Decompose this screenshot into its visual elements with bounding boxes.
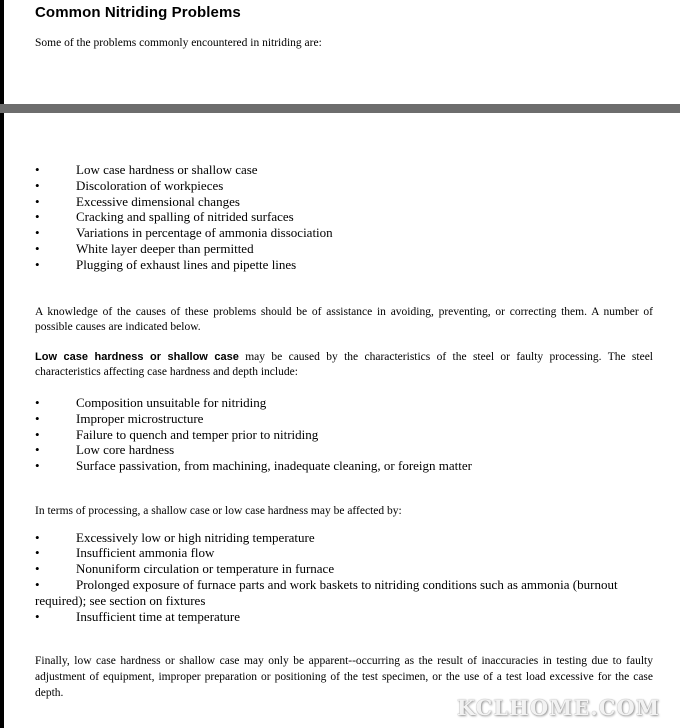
list-item: • Prolonged exposure of furnace parts and work baskets to nitriding conditions such as ammonia (burnout required); see section on fixtures	[35, 577, 653, 609]
intro-text: Some of the problems commonly encountered in nitriding are:	[35, 37, 322, 49]
watermark-text: KCLHOME.COM	[456, 695, 660, 720]
page-title: Common Nitriding Problems	[35, 4, 241, 21]
list-item: • Insufficient time at temperature	[35, 609, 653, 625]
list-item: • Low core hardness	[35, 442, 653, 458]
knowledge-paragraph: A knowledge of the causes of these problems should be of assistance in avoiding, preventing, or correcting them. A number of possible causes are indicated below.	[35, 305, 653, 334]
list-item: • Nonuniform circulation or temperature in furnace	[35, 561, 653, 577]
list-item: • Cracking and spalling of nitrided surfaces	[35, 209, 653, 225]
processing-intro: In terms of processing, a shallow case or low case hardness may be affected by:	[35, 504, 402, 517]
list-item: • Composition unsuitable for nitriding	[35, 395, 653, 411]
final-paragraph: Finally, low case hardness or shallow case may only be apparent--occurring as the result of inaccuracies in testing due to faulty adjustment of equipment, improper preparation or positioning of the test specimen, or the use of a test load excessive for the case depth.	[35, 655, 653, 699]
list-item: • Excessive dimensional changes	[35, 194, 653, 210]
problems-list	[35, 162, 653, 273]
list-item: • White layer deeper than permitted	[35, 241, 653, 257]
processing-factors-list	[35, 530, 653, 625]
steel-characteristics-list	[35, 395, 653, 474]
list-item: • Low case hardness or shallow case	[35, 162, 653, 178]
list-item: • Excessively low or high nitriding temperature	[35, 530, 653, 546]
list-item: • Discoloration of workpieces	[35, 178, 653, 194]
list-item: • Improper microstructure	[35, 411, 653, 427]
low-case-paragraph	[35, 350, 653, 381]
list-item: • Plugging of exhaust lines and pipette lines	[35, 257, 653, 273]
low-case-term: Low case hardness or shallow case	[35, 350, 239, 363]
document-body	[35, 162, 653, 701]
list-item: • Failure to quench and temper prior to nitriding	[35, 427, 653, 443]
section-divider-bar	[0, 104, 680, 113]
list-item: • Insufficient ammonia flow	[35, 545, 653, 561]
list-item: • Variations in percentage of ammonia dissociation	[35, 225, 653, 241]
low-case-description: may be caused by the characteristics of the steel or faulty processing. The steel characteristics affecting case hardness and depth include:	[35, 350, 654, 379]
list-item: • Surface passivation, from machining, inadequate cleaning, or foreign matter	[35, 458, 653, 474]
